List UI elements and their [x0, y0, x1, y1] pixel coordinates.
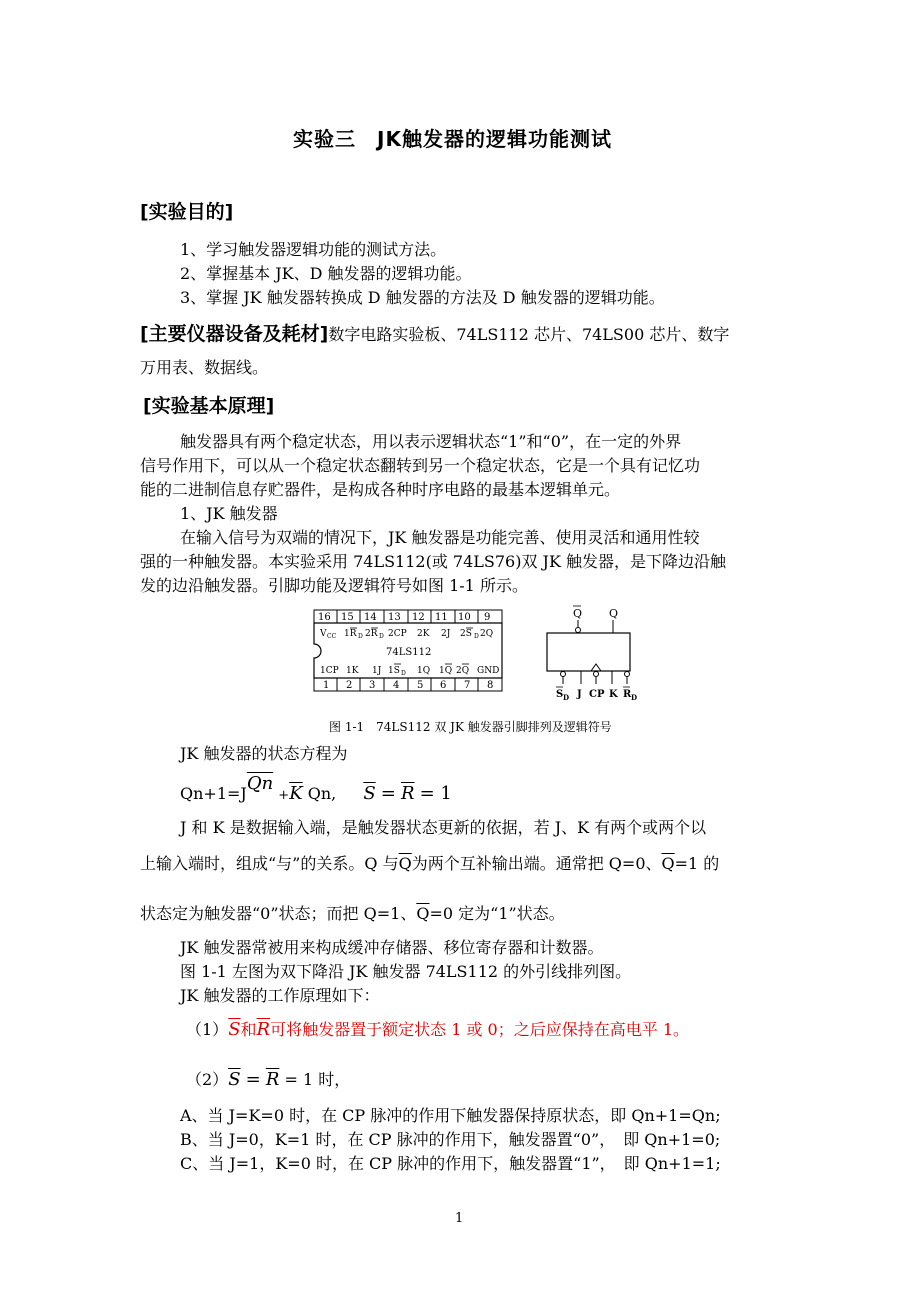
svg-text:V: V — [320, 629, 327, 639]
svg-text:1Q: 1Q — [439, 666, 453, 676]
rule1-r-bar: $\overline{R}$ — [256, 1019, 271, 1040]
svg-text:2K: 2K — [417, 629, 430, 639]
figure-caption: 图 1-1 74LS112 双 JK 触发器引脚排列及逻辑符号 — [329, 720, 612, 734]
pin-4: 4 — [393, 680, 400, 691]
state-equation — [180, 773, 452, 804]
svg-text:GND: GND — [477, 666, 500, 676]
rule2-s-bar: $\overline{S}$ — [228, 1069, 241, 1090]
rule2-r-bar: $\overline{R}$ — [265, 1069, 280, 1090]
pin-14: 14 — [364, 612, 377, 623]
eq-qn-bar: $\overline{Qn}$ — [246, 773, 274, 794]
case-b: B、当 J=0，K=1 时，在 CP 脉冲的作用下，触发器置“0”， 即 Qn+1=0; — [180, 1130, 721, 1149]
pin-15: 15 — [341, 612, 354, 623]
pin-7: 7 — [464, 680, 471, 691]
svg-text:S: S — [556, 689, 564, 700]
svg-text:D: D — [401, 670, 406, 677]
svg-text:2R: 2R — [365, 629, 378, 639]
para3-line3: 状态定为触发器“0”状态；而把 Q=1、$\overline{Q}=0$ 定为“1”状态。 — [140, 904, 565, 923]
pin-11: 11 — [435, 612, 448, 623]
svg-text:2Q: 2Q — [480, 629, 494, 639]
pin-13: 13 — [388, 612, 401, 623]
pin-16: 16 — [318, 612, 331, 623]
pin-3: 3 — [369, 680, 376, 691]
pin-2: 2 — [346, 680, 353, 691]
case-c: C、当 J=1，K=0 时，在 CP 脉冲的作用下，触发器置“1”， 即 Qn+1=1; — [180, 1154, 721, 1173]
svg-text:1J: 1J — [372, 666, 382, 676]
svg-text:1K: 1K — [346, 666, 359, 676]
case-a: A、当 J=K=0 时，在 CP 脉冲的作用下触发器保持原状态，即 Qn+1=Qn; — [180, 1106, 721, 1125]
svg-text:1Q: 1Q — [417, 666, 431, 676]
chip-bottom-pins — [314, 678, 502, 691]
jk-uses: JK 触发器常被用来构成缓冲存储器、移位寄存器和计数器。 — [180, 938, 604, 957]
page-title: 实验三 JK触发器的逻辑功能测试 — [293, 127, 612, 151]
rule1-text: 可将触发器置于额定状态 1 或 0；之后应保持在高电平 1。 — [270, 1020, 689, 1039]
chip-name: 74LS112 — [386, 647, 432, 658]
para3-line1: J 和 K 是数据输入端，是触发器状态更新的依据，若 J、K 有两个或两个以 — [180, 818, 707, 837]
pin-6: 6 — [440, 680, 447, 691]
purpose-heading: [实验目的] — [140, 201, 234, 223]
svg-text:K: K — [609, 689, 618, 700]
svg-text:D: D — [563, 693, 570, 702]
eq-s-bar: $\overline{S}$ — [363, 783, 376, 804]
pin-9: 9 — [484, 612, 491, 623]
equipment-line-1 — [140, 319, 729, 346]
svg-text:1R: 1R — [344, 629, 357, 639]
principle-heading: [实验基本原理] — [143, 395, 275, 417]
eq-k-bar: $\overline{K}$ — [289, 783, 303, 804]
eq-qn: Qn, — [307, 784, 337, 803]
work-intro: JK 触发器的工作原理如下： — [180, 986, 380, 1005]
eq-equals-1: = — [380, 783, 396, 804]
eq-equals-2: = 1 — [419, 783, 452, 804]
chip-top-labels — [319, 628, 493, 640]
rule-2: $(2)\overline{S} = \overline{R} = 1$ 时， — [186, 1069, 351, 1090]
pin-12: 12 — [412, 612, 425, 623]
svg-text:D: D — [631, 693, 638, 702]
purpose-item-2: 2、掌握基本 JK、D 触发器的逻辑功能。 — [180, 264, 472, 283]
rule-1: $(1)\overline{S}$和$\overline{R}$可将触发器置于额定状态 1 或 0；之后应保持在高电平 1。 — [186, 1019, 689, 1040]
jk-subheading: 1、JK 触发器 — [180, 504, 278, 523]
symbol-qbar-label: Q — [573, 607, 583, 620]
equipment-text-1: 数字电路实验板、74LS112 芯片、74LS00 芯片、数字 — [328, 325, 730, 344]
principle-para1-line2: 信号作用下，可以从一个稳定状态翻转到另一个稳定状态，它是一个具有记忆功 — [140, 456, 701, 475]
para3-line2: 上输入端时，组成“与”的关系。Q 与$\overline{Q}$为两个互补输出端。通常把 Q=0、$\overline{Q}=1$ 的 — [140, 854, 720, 873]
equipment-heading: [主要仪器设备及耗材] — [140, 323, 329, 345]
eq-plus: + — [278, 788, 290, 803]
svg-text:D: D — [358, 633, 363, 640]
jk-logic-symbol — [547, 606, 637, 702]
chip-top-pins — [314, 610, 502, 623]
svg-text:D: D — [474, 633, 479, 640]
svg-text:2J: 2J — [441, 629, 451, 639]
svg-text:2Q: 2Q — [456, 666, 470, 676]
svg-text:2CP: 2CP — [388, 629, 407, 639]
eq-intro: JK 触发器的状态方程为 — [180, 744, 348, 763]
pin-10: 10 — [458, 612, 471, 623]
svg-text:1S: 1S — [388, 666, 400, 676]
principle-para2-line1: 在输入信号为双端的情况下，JK 触发器是功能完善、使用灵活和通用性较 — [180, 528, 700, 547]
pin-5: 5 — [417, 680, 424, 691]
svg-text:CC: CC — [327, 633, 337, 640]
principle-para1-line3: 能的二进制信息存贮器件，是构成各种时序电路的最基本逻辑单元。 — [140, 480, 621, 499]
figure-74ls112 — [300, 600, 640, 710]
principle-para1-line1: 触发器具有两个稳定状态，用以表示逻辑状态“1”和“0”，在一定的外界 — [180, 432, 682, 451]
svg-text:R: R — [623, 689, 632, 700]
symbol-box — [547, 633, 630, 671]
svg-text:J: J — [577, 689, 582, 700]
svg-text:2S: 2S — [460, 629, 472, 639]
equipment-text-2: 万用表、数据线。 — [140, 358, 269, 377]
pin-8: 8 — [487, 680, 494, 691]
svg-text:CP: CP — [589, 689, 605, 700]
purpose-item-1: 1、学习触发器逻辑功能的测试方法。 — [180, 240, 447, 259]
purpose-item-3: 3、掌握 JK 触发器转换成 D 触发器的方法及 D 触发器的逻辑功能。 — [180, 288, 665, 307]
principle-para2-line2: 强的一种触发器。本实验采用 74LS112(或 74LS76)双 JK 触发器，是下降边沿触 — [140, 552, 726, 571]
pin-1: 1 — [323, 680, 330, 691]
symbol-q-label: Q — [609, 607, 619, 620]
page-number: 1 — [455, 1211, 464, 1226]
rule1-s-bar: $\overline{S}$ — [228, 1019, 241, 1040]
figure-note: 图 1-1 左图为双下降沿 JK 触发器 74LS112 的外引线排列图。 — [180, 962, 632, 981]
eq-lhs: Qn+1=J — [180, 784, 247, 803]
svg-text:D: D — [379, 633, 384, 640]
eq-r-bar: $\overline{R}$ — [400, 783, 415, 804]
principle-para2-line3: 发的边沿触发器。引脚功能及逻辑符号如图 1-1 所示。 — [140, 576, 528, 595]
chip-bottom-labels — [320, 664, 499, 677]
svg-text:1CP: 1CP — [320, 666, 339, 676]
